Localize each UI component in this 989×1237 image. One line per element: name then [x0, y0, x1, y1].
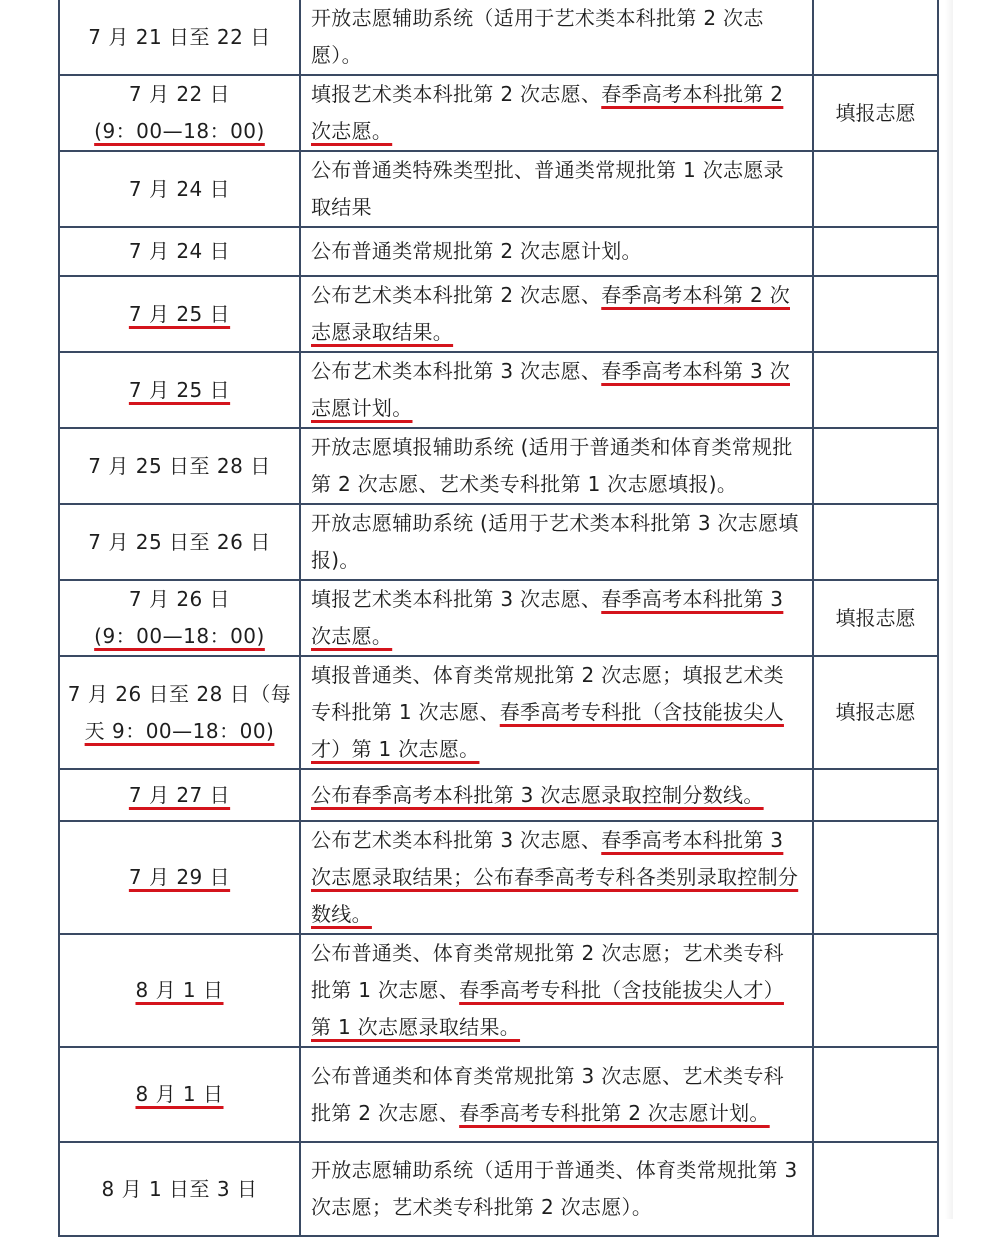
- note-cell: [813, 821, 938, 934]
- event-text: 填报艺术类本科批第 3 次志愿、: [311, 587, 602, 611]
- date-line: [60, 581, 299, 618]
- date-text: 天 9：00—18：00): [84, 718, 275, 743]
- date-text: 8 月 1 日至 3 日: [101, 1176, 258, 1201]
- date-cell: [59, 656, 300, 769]
- date-line: [60, 777, 299, 814]
- event-text-highlighted: 春季高考本科批第 3 次志愿录取结果；公布春季高考专科各类别录取控制分数线。: [311, 828, 799, 926]
- date-text: 7 月 25 日: [128, 377, 231, 402]
- event-text: 公布普通类和体育类常规批第 3 次志愿、艺术类专科批第 2 次志愿、: [311, 1063, 784, 1125]
- date-cell: [59, 428, 300, 504]
- date-text: 7 月 26 日: [128, 587, 231, 611]
- event-text-highlighted: 春季高考专科批（含技能拔尖人才）第 1 次志愿录取结果。: [311, 978, 784, 1039]
- event-cell: [300, 1142, 813, 1236]
- date-cell: [59, 352, 300, 428]
- event-text-highlighted: 春季高考专科批第 2 次志愿计划。: [459, 1100, 770, 1125]
- date-line: [60, 618, 299, 655]
- note-cell: [813, 151, 938, 227]
- page-edge-shadow: [945, 0, 953, 1219]
- event-text: 填报艺术类本科批第 2 次志愿、: [311, 82, 602, 106]
- schedule-row: [59, 428, 938, 504]
- date-text: 8 月 1 日: [135, 1082, 224, 1106]
- date-cell: [59, 1047, 300, 1142]
- date-cell: [59, 0, 300, 75]
- date-line: [60, 676, 299, 713]
- schedule-row: [59, 821, 938, 934]
- date-line: [60, 296, 299, 333]
- event-text-highlighted: 春季高考专科批（含技能拔尖人才）第 1 次志愿。: [311, 700, 784, 761]
- note-text: 填报志愿: [835, 100, 916, 125]
- date-text: 7 月 22 日: [128, 82, 231, 106]
- event-text-highlighted: 春季高考本科批第 2 次志愿。: [311, 82, 784, 143]
- schedule-row: [59, 0, 938, 75]
- date-line: [60, 76, 299, 113]
- date-text: 7 月 24 日: [128, 239, 231, 263]
- date-cell: [59, 276, 300, 352]
- date-cell: [59, 769, 300, 821]
- event-text: 开放志愿辅助系统 (适用于艺术类本科批第 3 次志愿填报)。: [311, 511, 799, 572]
- event-text: 公布普通类特殊类型批、普通类常规批第 1 次志愿录取结果: [311, 158, 784, 219]
- date-text: 7 月 27 日: [128, 782, 231, 807]
- date-cell: [59, 934, 300, 1047]
- event-cell: [300, 504, 813, 580]
- event-text: 填报普通类、体育类常规批第 2 次志愿；填报艺术类专科批第 1 次志愿、: [311, 663, 784, 724]
- schedule-row: [59, 504, 938, 580]
- event-cell: [300, 821, 813, 934]
- event-text: 开放志愿辅助系统（适用于艺术类本科批第 2 次志愿）。: [311, 6, 764, 67]
- date-cell: [59, 821, 300, 934]
- schedule-row: [59, 352, 938, 428]
- date-cell: [59, 1142, 300, 1236]
- event-text: 公布艺术类本科批第 2 次志愿、: [311, 283, 602, 307]
- note-cell: [813, 656, 938, 769]
- note-cell: [813, 428, 938, 504]
- date-cell: [59, 504, 300, 580]
- note-cell: [813, 1142, 938, 1236]
- schedule-row: [59, 227, 938, 276]
- event-text-highlighted: 公布春季高考本科批第 3 次志愿录取控制分数线。: [311, 782, 764, 807]
- note-cell: [813, 352, 938, 428]
- event-text-highlighted: 春季高考本科第 3 次志愿计划。: [311, 359, 790, 420]
- schedule-table-body: [59, 0, 938, 1236]
- event-text: 开放志愿填报辅助系统 (适用于普通类和体育类常规批第 2 次志愿、艺术类专科批第 1 次志愿填报)。: [311, 435, 793, 496]
- date-line: [60, 448, 299, 485]
- date-text: 7 月 26 日至 28 日（每: [67, 681, 292, 706]
- schedule-row: [59, 1142, 938, 1236]
- event-text-highlighted: 春季高考本科第 2 次志愿录取结果。: [311, 283, 790, 344]
- schedule-row: [59, 151, 938, 227]
- date-line: [60, 1076, 299, 1113]
- event-cell: [300, 1047, 813, 1142]
- date-line: [60, 972, 299, 1009]
- note-cell: [813, 75, 938, 151]
- date-line: [60, 713, 299, 750]
- event-cell: [300, 151, 813, 227]
- event-cell: [300, 75, 813, 151]
- schedule-row: [59, 75, 938, 151]
- date-text: 7 月 25 日: [128, 301, 231, 326]
- date-text: 7 月 21 日至 22 日: [88, 24, 271, 49]
- schedule-row: [59, 769, 938, 821]
- date-cell: [59, 227, 300, 276]
- note-cell: [813, 1047, 938, 1142]
- date-cell: [59, 580, 300, 656]
- event-cell: [300, 656, 813, 769]
- date-line: [60, 524, 299, 561]
- admission-schedule-table: [58, 0, 939, 1237]
- event-cell: [300, 227, 813, 276]
- schedule-row: [59, 934, 938, 1047]
- event-cell: [300, 276, 813, 352]
- date-text: 7 月 25 日至 28 日: [88, 453, 271, 478]
- schedule-row: [59, 1047, 938, 1142]
- date-cell: [59, 151, 300, 227]
- date-line: [60, 113, 299, 150]
- date-line: [60, 171, 299, 208]
- date-line: [60, 1171, 299, 1208]
- event-text: 公布艺术类本科批第 3 次志愿、: [311, 359, 602, 383]
- date-text: 8 月 1 日: [135, 978, 224, 1002]
- schedule-row: [59, 656, 938, 769]
- date-text: (9：00—18：00): [94, 624, 265, 648]
- date-line: [60, 859, 299, 896]
- event-cell: [300, 769, 813, 821]
- date-line: [60, 19, 299, 56]
- date-text: (9：00—18：00): [94, 119, 265, 143]
- event-text: 开放志愿辅助系统（适用于普通类、体育类常规批第 3 次志愿；艺术类专科批第 2 次志愿）。: [311, 1158, 798, 1219]
- note-text: 填报志愿: [835, 605, 916, 630]
- event-cell: [300, 934, 813, 1047]
- event-cell: [300, 352, 813, 428]
- event-text-highlighted: 春季高考本科批第 3 次志愿。: [311, 587, 784, 648]
- date-cell: [59, 75, 300, 151]
- note-cell: [813, 934, 938, 1047]
- schedule-row: [59, 276, 938, 352]
- event-cell: [300, 0, 813, 75]
- event-cell: [300, 428, 813, 504]
- date-text: 7 月 24 日: [128, 176, 231, 201]
- date-text: 7 月 25 日至 26 日: [88, 529, 271, 554]
- event-text: 公布艺术类本科批第 3 次志愿、: [311, 828, 602, 852]
- date-line: [60, 372, 299, 409]
- event-text: 公布普通类常规批第 2 次志愿计划。: [311, 239, 642, 263]
- note-cell: [813, 504, 938, 580]
- event-text: 公布普通类、体育类常规批第 2 次志愿；艺术类专科批第 1 次志愿、: [311, 941, 784, 1002]
- note-cell: [813, 580, 938, 656]
- note-cell: [813, 276, 938, 352]
- date-line: [60, 233, 299, 270]
- event-cell: [300, 580, 813, 656]
- note-cell: [813, 227, 938, 276]
- note-cell: [813, 769, 938, 821]
- schedule-row: [59, 580, 938, 656]
- date-text: 7 月 29 日: [128, 865, 231, 889]
- note-text: 填报志愿: [835, 700, 916, 724]
- note-cell: [813, 0, 938, 75]
